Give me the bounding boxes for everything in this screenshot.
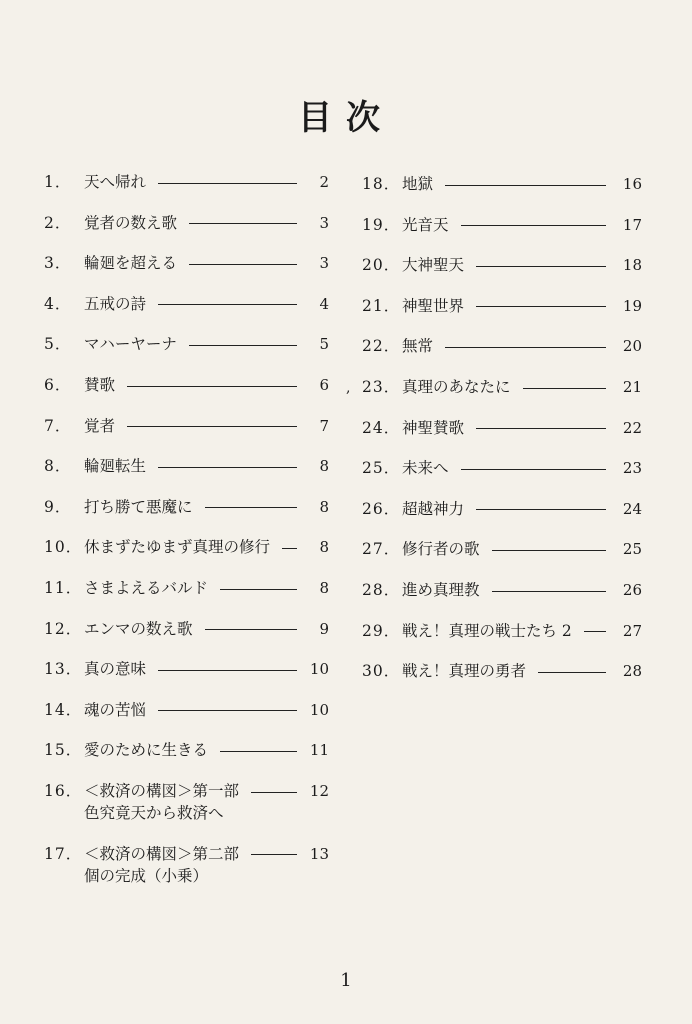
entry-title: 五戒の詩: [84, 294, 147, 313]
entry-number: 4．: [44, 294, 72, 313]
entry-page: 16: [622, 175, 642, 193]
entry-title: 打ち勝て悪魔に: [84, 497, 193, 516]
entry-title: 無常: [402, 337, 434, 356]
entry-title: 大神聖天: [402, 256, 465, 275]
toc-entry[interactable]: [362, 538, 642, 560]
entry-page: 8: [319, 579, 329, 597]
toc-entry[interactable]: [362, 335, 642, 357]
entry-page: 21: [622, 378, 642, 396]
entry-title: エンマの数え歌: [84, 619, 193, 638]
entry-number: 12．: [44, 619, 83, 638]
toc-entry[interactable]: [44, 293, 329, 315]
leader-line: [158, 670, 297, 671]
entry-number: 18．: [362, 175, 401, 193]
entry-number: 2．: [44, 213, 72, 232]
leader-line: [445, 347, 606, 348]
entry-page: 10: [309, 660, 329, 679]
entry-page: 8: [319, 457, 329, 476]
toc-entry[interactable]: [362, 579, 642, 601]
toc-entry[interactable]: [362, 376, 642, 398]
entry-page: 6: [319, 376, 329, 394]
entry-title: 魂の苦悩: [84, 700, 147, 719]
leader-line: [461, 225, 606, 226]
entry-number: 1．: [44, 173, 72, 191]
entry-title: 賛歌: [84, 376, 116, 394]
toc-entry[interactable]: [44, 496, 329, 518]
leader-line: [205, 629, 297, 630]
page-number: 1: [340, 970, 352, 991]
entry-number: 17．: [44, 844, 83, 863]
toc-entry[interactable]: [362, 417, 642, 439]
entry-number: 14．: [44, 700, 83, 719]
entry-title: 戦え！真理の戦士たち 2: [402, 621, 572, 640]
leader-line: [461, 469, 606, 470]
entry-number: 26．: [362, 499, 401, 518]
leader-line: [584, 631, 606, 632]
leader-line: [205, 507, 297, 508]
entry-number: 7．: [44, 416, 72, 435]
leader-line: [523, 388, 606, 389]
toc-entry[interactable]: [362, 620, 642, 642]
entry-number: 11．: [44, 579, 83, 597]
toc-entry[interactable]: [362, 173, 642, 195]
entry-page: 11: [309, 741, 329, 760]
entry-page: 9: [319, 619, 329, 638]
entry-page: 19: [622, 296, 642, 315]
leader-line: [158, 304, 297, 305]
leader-line: [445, 185, 606, 186]
leader-line: [476, 306, 606, 307]
entry-number: 16．: [44, 782, 83, 800]
toc-entry[interactable]: [44, 658, 329, 680]
entry-title: 真の意味: [84, 660, 147, 679]
toc-entry[interactable]: [44, 843, 329, 887]
entry-title: 輪廻転生: [84, 457, 147, 476]
toc-entry[interactable]: [362, 660, 642, 682]
entry-page: 18: [622, 256, 642, 275]
entry-title: 未来へ: [402, 459, 449, 478]
entry-number: 5．: [44, 335, 72, 354]
entry-page: 13: [309, 844, 329, 863]
leader-line: [538, 672, 606, 673]
entry-title: 覚者: [84, 416, 116, 435]
entry-title: 輪廻を超える: [84, 254, 178, 273]
entry-title: 戦え！真理の勇者: [402, 662, 527, 681]
entry-page: 12: [309, 782, 329, 800]
leader-line: [158, 467, 297, 468]
entry-page: 26: [622, 581, 642, 599]
leader-line: [476, 509, 606, 510]
entry-number: 9．: [44, 497, 72, 516]
toc-entry[interactable]: [44, 536, 329, 558]
leader-line: [492, 550, 606, 551]
entry-subtitle: 個の完成（小乗）: [84, 866, 209, 885]
leader-line: [127, 386, 297, 387]
entry-number: 3．: [44, 254, 72, 273]
entry-page: 3: [319, 254, 329, 273]
entry-page: 8: [319, 497, 329, 516]
entry-number: 13．: [44, 660, 83, 679]
toc-entry[interactable]: [44, 780, 329, 824]
toc-entry[interactable]: [44, 455, 329, 477]
entry-title: 修行者の歌: [402, 540, 480, 559]
entry-page: 24: [622, 499, 642, 518]
leader-line: [220, 589, 297, 590]
entry-title: さまよえるバルド: [84, 579, 209, 597]
entry-title: 真理のあなたに: [402, 378, 511, 396]
toc-entry[interactable]: [44, 739, 329, 761]
entry-number: 22．: [362, 337, 401, 356]
entry-page: 23: [622, 459, 642, 478]
entry-title: 覚者の数え歌: [84, 213, 178, 232]
entry-number: 23．: [362, 378, 401, 396]
toc-entry[interactable]: [44, 333, 329, 355]
entry-title: 光音天: [402, 215, 449, 234]
leader-line: [220, 751, 297, 752]
leader-line: [158, 710, 297, 711]
entry-page: 22: [622, 418, 642, 437]
entry-number: 25．: [362, 459, 401, 478]
entry-title: 神聖世界: [402, 296, 465, 315]
entry-number: 6．: [44, 376, 72, 394]
leader-line: [476, 428, 606, 429]
entry-number: 30．: [362, 662, 401, 681]
entry-page: 5: [319, 335, 329, 354]
toc-entry[interactable]: [362, 254, 642, 276]
leader-line: [492, 591, 606, 592]
toc-entry[interactable]: [362, 295, 642, 317]
entry-page: 10: [309, 700, 329, 719]
toc-entry[interactable]: [362, 214, 642, 236]
entry-title: 神聖賛歌: [402, 418, 465, 437]
toc-entry[interactable]: [44, 252, 329, 274]
entry-title: 進め真理教: [402, 581, 480, 599]
entry-page: 27: [622, 621, 642, 640]
entry-title: ＜救済の構図＞第二部: [84, 844, 240, 863]
entry-number: 27．: [362, 540, 401, 559]
entry-page: 17: [622, 215, 642, 234]
entry-number: 24．: [362, 418, 401, 437]
entry-number: 8．: [44, 457, 72, 476]
entry-title: ＜救済の構図＞第一部: [84, 782, 240, 800]
entry-subtitle: 色究竟天から救済へ: [84, 804, 224, 822]
toc-entry[interactable]: [44, 212, 329, 234]
toc-entry[interactable]: [362, 457, 642, 479]
entry-number: 28．: [362, 581, 401, 599]
leader-line: [251, 854, 297, 855]
entry-page: 28: [622, 662, 642, 681]
entry-number: 29．: [362, 621, 401, 640]
entry-title: 休まずたゆまず真理の修行: [84, 538, 271, 557]
entry-page: 3: [319, 213, 329, 232]
leader-line: [189, 264, 297, 265]
leader-line: [476, 266, 606, 267]
toc-entry[interactable]: [44, 171, 329, 193]
entry-page: 20: [622, 337, 642, 356]
toc-entry[interactable]: [44, 699, 329, 721]
leader-line: [158, 183, 297, 184]
leader-line: [189, 345, 297, 346]
entry-page: 2: [319, 173, 329, 191]
leader-line: [127, 426, 297, 427]
leader-line: [282, 548, 297, 549]
leader-line: [251, 792, 297, 793]
entry-number: 19．: [362, 215, 401, 234]
stray-mark: ,: [346, 380, 351, 396]
leader-line: [189, 223, 297, 224]
entry-title: マハーヤーナ: [84, 335, 177, 354]
toc-entry[interactable]: [44, 415, 329, 437]
entry-title: 地獄: [402, 175, 434, 193]
toc-entry[interactable]: [44, 577, 329, 599]
toc-entry[interactable]: [362, 498, 642, 520]
entry-number: 10．: [44, 538, 83, 557]
entry-number: 21．: [362, 296, 401, 315]
entry-title: 天へ帰れ: [84, 173, 147, 191]
entry-page: 7: [319, 416, 329, 435]
entry-page: 25: [622, 540, 642, 559]
entry-page: 8: [319, 538, 329, 557]
page-title: 目次: [298, 98, 394, 138]
entry-title: 愛のために生きる: [84, 741, 209, 760]
entry-title: 超越神力: [402, 499, 465, 518]
entry-page: 4: [319, 294, 329, 313]
toc-entry[interactable]: [44, 618, 329, 640]
entry-number: 15．: [44, 741, 83, 760]
entry-number: 20．: [362, 256, 401, 275]
toc-entry[interactable]: [44, 374, 329, 396]
